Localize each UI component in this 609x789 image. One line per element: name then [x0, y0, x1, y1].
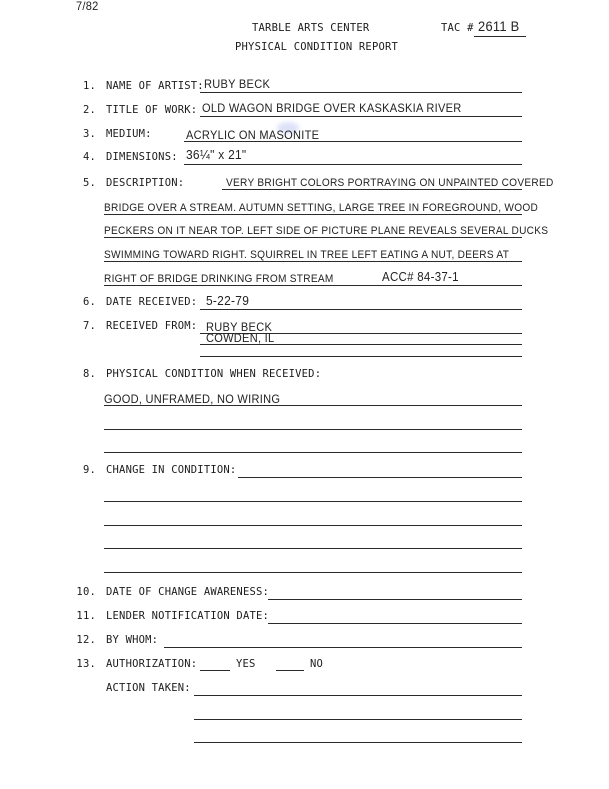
field-11-number: 11.	[76, 610, 96, 622]
description-line-3: PECKERS ON IT NEAR TOP. LEFT SIDE OF PICTURE PLANE REVEALS SEVERAL DUCKS	[104, 225, 549, 237]
change-rule-3	[104, 525, 522, 526]
field-5-number: 5.	[82, 177, 96, 189]
description-line-1: VERY BRIGHT COLORS PORTRAYING ON UNPAINTED COVERED	[226, 177, 554, 189]
description-rule-1	[222, 189, 522, 190]
title-label: TITLE OF WORK:	[106, 104, 198, 116]
change-rule-4	[104, 548, 522, 549]
artist-value: RUBY BECK	[204, 77, 271, 91]
received-from-line-2: COWDEN, IL	[206, 331, 275, 345]
corner-date: 7/82	[76, 0, 99, 13]
date-received-value: 5-22-79	[206, 293, 250, 308]
field-7-number: 7.	[82, 320, 96, 332]
description-rule-4	[104, 261, 522, 262]
description-line-5: RIGHT OF BRIDGE DRINKING FROM STREAM	[104, 273, 334, 285]
field-2-number: 2.	[82, 104, 96, 116]
artist-line	[200, 92, 522, 93]
field-3-number: 3.	[82, 128, 96, 140]
field-13-number: 13.	[76, 658, 96, 670]
date-received-line	[200, 309, 522, 310]
received-from-rule-2	[200, 344, 522, 345]
field-4-number: 4.	[82, 151, 96, 163]
action-rule-3	[194, 742, 522, 743]
change-awareness-label: DATE OF CHANGE AWARENESS:	[106, 586, 270, 598]
dimensions-line	[184, 164, 522, 165]
field-1-number: 1.	[82, 80, 96, 92]
dimensions-label: DIMENSIONS:	[106, 151, 178, 163]
title-value: OLD WAGON BRIDGE OVER KASKASKIA RIVER	[202, 101, 462, 115]
condition-received-value: GOOD, UNFRAMED, NO WIRING	[104, 392, 281, 406]
change-condition-label: CHANGE IN CONDITION:	[106, 464, 237, 476]
org-name: TARBLE ARTS CENTER	[252, 22, 370, 34]
condition-rule-3	[104, 452, 522, 453]
description-rule-2	[104, 214, 522, 215]
description-label: DESCRIPTION:	[106, 177, 185, 189]
condition-rule-2	[104, 429, 522, 430]
form-title: PHYSICAL CONDITION REPORT	[235, 41, 399, 53]
yes-label: YES	[236, 658, 256, 670]
description-rule-5	[104, 285, 522, 286]
authorization-label: AUTHORIZATION:	[106, 658, 198, 670]
field-10-number: 10.	[76, 586, 96, 598]
medium-line	[184, 141, 522, 142]
field-12-number: 12.	[76, 634, 96, 646]
field-6-number: 6.	[82, 296, 96, 308]
date-received-label: DATE RECEIVED:	[106, 296, 198, 308]
by-whom-label: BY WHOM:	[106, 634, 159, 646]
change-rule-2	[104, 501, 522, 502]
tac-number: 2611 B	[478, 18, 520, 34]
dimensions-value: 36¼" x 21"	[186, 147, 247, 162]
field-9-number: 9.	[82, 464, 96, 476]
change-rule-5	[104, 572, 522, 573]
acc-number: ACC# 84-37-1	[382, 270, 459, 284]
no-label: NO	[310, 658, 324, 670]
medium-label: MEDIUM:	[106, 128, 152, 140]
received-from-line-1: RUBY BECK	[206, 320, 273, 334]
condition-rule-1	[104, 405, 522, 406]
action-rule-2	[194, 719, 522, 720]
lender-notification-label: LENDER NOTIFICATION DATE:	[106, 610, 270, 622]
medium-value: ACRYLIC ON MASONITE	[186, 128, 320, 142]
description-line-4: SWIMMING TOWARD RIGHT. SQUIRREL IN TREE LEFT EATING A NUT, DEERS AT	[104, 249, 510, 261]
tac-number-line	[474, 36, 526, 37]
artist-label: NAME OF ARTIST:	[106, 80, 204, 92]
change-rule-1	[238, 477, 522, 478]
field-8-number: 8.	[82, 368, 96, 380]
lender-notification-line	[268, 623, 522, 624]
by-whom-line	[164, 647, 522, 648]
tac-label: TAC #	[441, 22, 474, 34]
action-taken-label: ACTION TAKEN:	[106, 682, 191, 694]
condition-received-label: PHYSICAL CONDITION WHEN RECEIVED:	[106, 368, 322, 380]
description-rule-3	[104, 237, 522, 238]
description-line-2: BRIDGE OVER A STREAM. AUTUMN SETTING, LARGE TREE IN FOREGROUND, WOOD	[104, 202, 539, 214]
title-line	[200, 116, 522, 117]
yes-checkline	[200, 670, 230, 671]
received-from-rule-3	[200, 356, 522, 357]
action-rule-1	[194, 695, 522, 696]
received-from-label: RECEIVED FROM:	[106, 320, 198, 332]
change-awareness-line	[268, 599, 522, 600]
no-checkline	[276, 670, 304, 671]
